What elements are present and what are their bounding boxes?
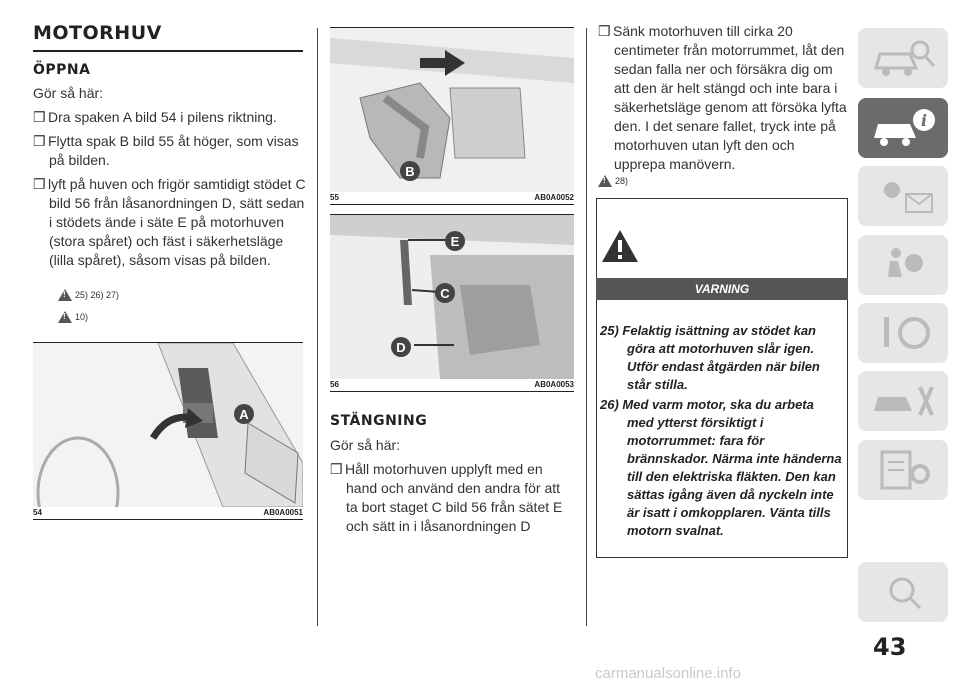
page-number: 43 [873,633,907,661]
close-continued [598,22,848,174]
open-bullet-2 [33,132,308,170]
close-bullet-2 [598,22,848,174]
figure-55-caption [330,191,574,205]
page-title: MOTORHUV [33,22,303,52]
bullet-text: Håll motorhuven upplyft med en hand och använd den andra för att ta bort staget C bild 56 från sätet E och sätt in i låsanordningen D [345,461,563,534]
open-heading: ÖPPNA [33,62,91,78]
figure-56-caption [330,378,574,392]
ref-text: 10) [75,312,89,322]
figure-code: AB0A0053 [534,380,574,389]
open-bullet-1 [33,108,308,127]
open-intro: Gör så här: [33,85,104,101]
airbag-seat-icon [868,243,938,287]
figure-54 [33,342,303,507]
warning-refs-2 [58,311,88,323]
bullet-text: Dra spaken A bild 54 i pilens riktning. [48,109,277,125]
car-search-icon [868,36,938,80]
pedal-lever-illustration [33,343,303,507]
tab-airbag-seat[interactable] [858,235,948,295]
warning-item-26: 26) Med varm motor, ska du arbeta med ytterst försiktigt i motorrummet: fara för brännskador. Närma inte händerna till den elektriska fläkten. Den kan sättas igång även då nyckeln inte är isatt i omkopplaren. Vänta tills motorn svalnat. [600,397,842,538]
caution-triangle-icon [598,175,612,187]
tab-document-gear[interactable] [858,440,948,500]
steering-wrench-icon [868,311,938,355]
close-bullet-1 [330,460,575,536]
close-text [330,436,575,536]
callout-c: C [440,286,450,301]
checkbox-icon: ❒ [33,133,46,149]
column-divider-2 [586,28,587,626]
tab-steering-wrench[interactable] [858,303,948,363]
warning-refs-3 [598,175,628,187]
callout-e: E [450,234,460,249]
svg-text:i: i [920,111,928,130]
figure-code: AB0A0051 [263,508,303,517]
warning-lights-icon [868,174,938,218]
warning-triangle-icon [600,228,640,264]
warning-item-25: 25) Felaktig isättning av stödet kan göra att motorhuven slår igen. Utför endast åtgärden när bilen står stilla. [600,323,820,392]
open-bullet-3 [33,175,308,270]
car-tools-icon [868,379,938,423]
figure-54-caption [33,506,303,520]
callout-b: B [405,164,415,179]
close-heading: STÄNGNING [330,413,428,429]
warning-text [600,322,844,542]
tab-car-search[interactable] [858,28,948,88]
document-gear-icon [868,448,938,492]
checkbox-icon: ❒ [598,23,611,39]
warning-triangle-icon [58,289,72,301]
checkbox-icon: ❒ [33,176,46,192]
car-info-icon [868,106,938,150]
open-text [33,84,308,270]
hood-latch-illustration [330,28,574,192]
tab-alphabet-index[interactable] [858,562,948,622]
figure-number: 55 [330,193,339,202]
callout-a: A [239,407,249,422]
warning-refs-1 [58,289,119,301]
callout-d: D [396,340,406,355]
close-intro: Gör så här: [330,437,401,453]
column-divider-1 [317,28,318,626]
tab-car-tools[interactable] [858,371,948,431]
checkbox-icon: ❒ [33,109,46,125]
ref-text: 28) [615,176,629,186]
bullet-text: Flytta spak B bild 55 åt höger, som visas på bilden. [48,133,299,168]
ref-text: 25) 26) 27) [75,290,120,300]
hood-support-illustration [330,215,574,379]
caution-triangle-icon [58,311,72,323]
bullet-text: Sänk motorhuven till cirka 20 centimeter från motorrummet, låt den sedan falla ner och försäkra dig om att den är helt stängd och inte bara i säkerhetsläge genom att försöka lyfta den. I det senare fallet, tryck inte på motorhuven utan lyft den och upprepa manövern. [613,23,847,172]
figure-56 [330,214,574,379]
warning-title: VARNING [596,278,848,300]
watermark: carmanualsonline.info [595,665,741,682]
bullet-text: lyft på huven och frigör samtidigt stödet C bild 56 från låsanordningen D, sätt sedan i stödets ände i säte E på motorhuven (stora spåret) och fäst i säkerhetsläge (lilla spåret), såsom visas på bilden. [48,176,306,268]
alphabet-index-icon [868,570,938,614]
tab-warning-lights[interactable] [858,166,948,226]
figure-code: AB0A0052 [534,193,574,202]
figure-number: 54 [33,508,42,517]
figure-55 [330,27,574,192]
checkbox-icon: ❒ [330,461,343,477]
tab-car-info[interactable] [858,98,948,158]
figure-number: 56 [330,380,339,389]
